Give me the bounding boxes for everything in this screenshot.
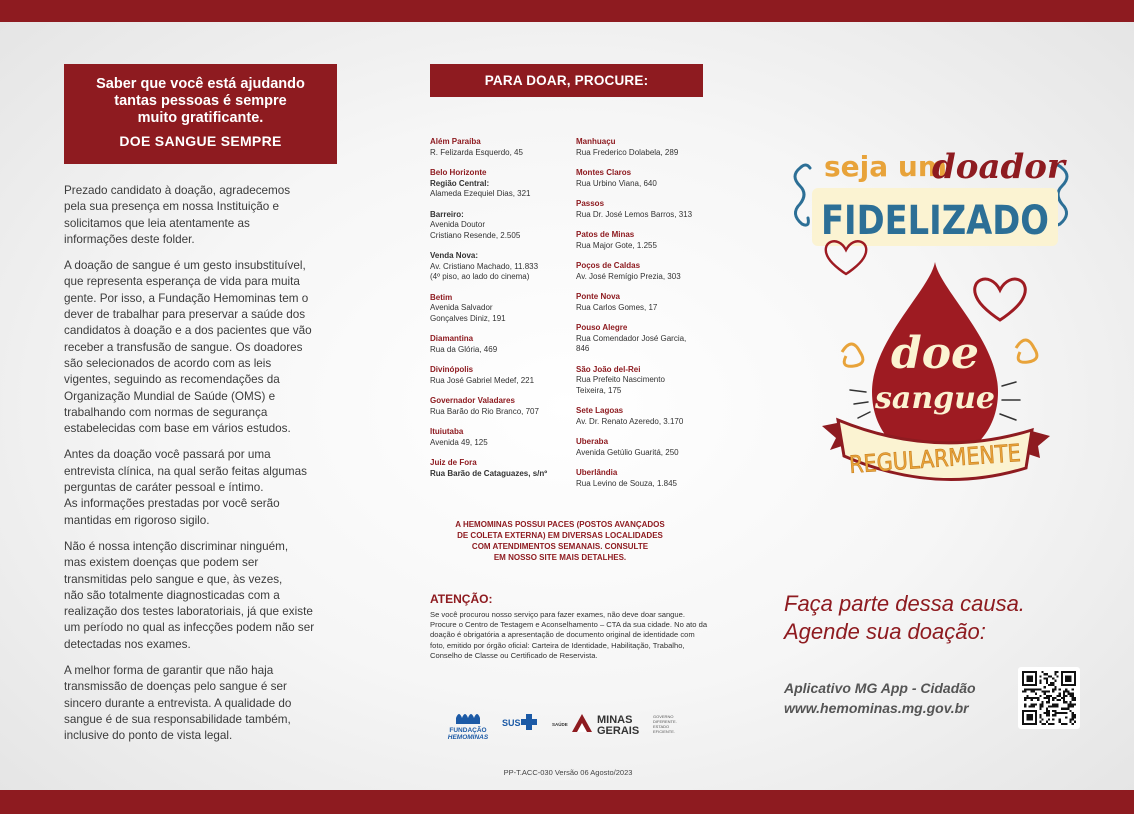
location-item — [576, 365, 716, 397]
location-item — [576, 199, 716, 220]
location-item — [576, 406, 716, 427]
location-city: Poços de Caldas — [576, 261, 641, 270]
location-address: Rua Dr. José Lemos Barros, 313 — [576, 209, 693, 219]
location-city: Juiz de Fora — [430, 458, 477, 467]
location-city: Belo Horizonte — [430, 168, 487, 177]
left-rays-icon — [850, 390, 870, 418]
paragraph-1: Prezado candidato à doação, agradecemos pela sua presença em nossa Instituição e solicitamos que leia atentamente as informações deste folder. — [64, 184, 291, 246]
right-heart-icon — [975, 279, 1026, 320]
location-city: Pouso Alegre — [576, 323, 628, 332]
location-city: Sete Lagoas — [576, 406, 624, 415]
left-swirl-icon — [795, 165, 810, 225]
location-address: Rua Frederico Dolabela, 289 — [576, 147, 679, 157]
doador-text: doador — [932, 147, 1065, 187]
location-item — [576, 261, 716, 282]
atencao-title: ATENÇÃO: — [430, 592, 493, 606]
location-address: Rua da Glória, 469 — [430, 344, 498, 354]
qr-code-icon — [1022, 671, 1076, 725]
bottom-band — [0, 790, 1134, 814]
left-curl-icon — [842, 344, 863, 366]
atencao-text: Se você procurou nosso serviço para fazer exames, não deve doar sangue. Procure o Centro de Testagem e Aconselhamento – CTA da sua cidade. No ato da doação é obrigatória a apresentação de documento original de identidade com foto, emitido por órgão oficial: Carteira de Identidade, Habilitação, Trabalho, Conselho de Classe ou Certificado de Reservista. — [430, 610, 708, 660]
gov-line-2: DIFERENTE. — [653, 719, 677, 724]
location-city: Governador Valadares — [430, 396, 515, 405]
location-item — [430, 251, 570, 283]
location-address: Rua José Gabriel Medef, 221 — [430, 375, 535, 385]
website-link[interactable]: www.hemominas.mg.gov.br — [784, 700, 969, 716]
location-item — [430, 365, 570, 386]
location-address: Avenida Getúlio Guaritá, 250 — [576, 447, 679, 457]
left-text — [64, 183, 344, 755]
location-item — [576, 168, 716, 189]
cause-line-2: Agende sua doação: — [784, 619, 986, 644]
seja-um-text: seja um — [824, 150, 948, 183]
location-city: Manhuaçu — [576, 137, 616, 146]
location-address: Av. Cristiano Machado, 11.833 (4º piso, ao lado do cinema) — [430, 261, 539, 281]
gerais-label: GERAIS — [597, 725, 640, 737]
location-city: Divinópolis — [430, 365, 474, 374]
location-subtitle: Rua Barão de Cataguazes, s/nº — [430, 468, 548, 478]
location-item — [430, 168, 570, 200]
locations-right — [576, 137, 716, 499]
hero-illustration — [780, 130, 1080, 510]
location-city: Diamantina — [430, 334, 474, 343]
location-subtitle: Região Central: — [430, 178, 490, 188]
location-address: Avenida Doutor Cristiano Resende, 2.505 — [430, 220, 521, 240]
location-city: São João del-Rei — [576, 364, 641, 374]
fundacao-hemominas-logo — [448, 714, 489, 741]
sus-logo — [502, 714, 537, 730]
location-item — [576, 292, 716, 313]
location-city: Uberlândia — [576, 468, 618, 477]
location-item — [576, 468, 716, 489]
regularmente-text: REGULARMENTE — [848, 437, 1049, 479]
app-name: Aplicativo MG App - Cidadão — [784, 680, 976, 696]
location-item — [430, 334, 570, 355]
version-code: PP-T.ACC-030 Versão 06 Agosto/2023 — [503, 768, 633, 777]
locations-header: PARA DOAR, PROCURE: — [430, 64, 703, 97]
gov-line-1: GOVERNO — [653, 714, 674, 719]
location-subtitle: Barreiro: — [430, 209, 464, 219]
doe-text: doe — [890, 328, 980, 379]
location-address: Avenida 49, 125 — [430, 437, 488, 447]
locations-left — [430, 137, 570, 489]
location-item — [430, 427, 570, 448]
app-info — [784, 678, 1024, 718]
right-rays-icon — [1000, 382, 1020, 420]
sus-label: SUS — [502, 718, 521, 728]
location-city: Betim — [430, 292, 453, 302]
location-item — [430, 458, 570, 479]
hemominas-figures-icon — [456, 714, 480, 724]
cause-tagline — [784, 590, 1094, 646]
location-item — [576, 437, 716, 458]
left-heart-icon — [826, 241, 866, 274]
cause-line-1: Faça parte dessa causa. — [784, 591, 1025, 616]
location-item — [430, 293, 570, 325]
sangue-text: sangue — [874, 381, 996, 416]
sus-cross-icon — [521, 714, 537, 730]
minas-gerais-logo — [572, 714, 677, 737]
location-city: Uberaba — [576, 437, 609, 446]
location-item — [576, 230, 716, 251]
fundacao-label: FUNDAÇÃO — [449, 727, 487, 734]
location-city: Passos — [576, 199, 605, 208]
top-band — [0, 0, 1134, 22]
paragraph-4: Não é nossa intenção discriminar ninguém, mas existem doenças que podem ser transmitidas pelo sangue e que, às vezes, não são totalmente diagnosticadas com a realização dos testes laboratoriais, já que existe um período no qual as infecções podem não ser detectadas nos exames. — [64, 539, 315, 651]
location-address: Rua Prefeito Nascimento Teixeira, 175 — [576, 375, 665, 395]
intro-line-3: muito gratificante. — [137, 110, 264, 126]
location-address: Rua Carlos Gomes, 17 — [576, 302, 658, 312]
location-city: Ituiutaba — [430, 427, 464, 436]
intro-cta: DOE SANGUE SEMPRE — [119, 133, 282, 149]
location-address: Rua Comendador José Garcia, 846 — [576, 333, 687, 353]
intro-line-1: Saber que você está ajudando — [96, 76, 305, 92]
location-subtitle: Venda Nova: — [430, 251, 479, 260]
saude-label: SAÚDE — [552, 722, 568, 727]
location-address: Rua Barão do Rio Branco, 707 — [430, 406, 539, 416]
location-address: Rua Urbino Viana, 640 — [576, 178, 657, 188]
location-item — [576, 137, 716, 158]
location-city: Além Paraíba — [430, 137, 481, 146]
gov-line-3: ESTADO — [653, 724, 670, 729]
sponsor-logos — [446, 704, 696, 744]
location-item — [430, 396, 570, 417]
location-address: Avenida Salvador Gonçalves Diniz, 191 — [430, 303, 506, 323]
location-item — [430, 210, 570, 242]
paragraph-2: A doação de sangue é um gesto insubstituível, que representa esperança de vida para muita gente. Por isso, a Fundação Hemominas tem o dever de trabalhar para preservar a saúde dos candidatos à doação e a dos pacientes que vão receber a transfusão de sangue. Os doadores são selecionados de acordo com as leis vigentes, seguindo as recomendações da Organização Mundial de Saúde (OMS) e trabalhando com normas de segurança estabelecidas com base em vários estudos. — [64, 259, 312, 436]
location-city: Patos de Minas — [576, 230, 635, 239]
location-address: Rua Levino de Souza, 1.845 — [576, 478, 677, 488]
location-address: Alameda Ezequiel Dias, 321 — [430, 189, 531, 198]
right-curl-icon — [1016, 340, 1037, 362]
gov-line-4: EFICIENTE. — [653, 729, 676, 734]
fidelizado-text: FIDELIZADO — [821, 198, 1049, 244]
location-address: R. Felizarda Esquerdo, 45 — [430, 147, 523, 157]
location-item — [576, 323, 716, 355]
location-city: Ponte Nova — [576, 292, 621, 301]
location-city: Montes Claros — [576, 168, 632, 177]
minas-label: MINAS — [597, 714, 633, 726]
paces-notice: A HEMOMINAS POSSUI PACES (POSTOS AVANÇADOS DE COLETA EXTERNA) EM DIVERSAS LOCALIDADES COM ATENDIMENTOS SEMANAIS. CONSULTE EM NOSSO SITE MAIS DETALHES. — [455, 520, 665, 562]
paragraph-3: Antes da doação você passará por uma entrevista clínica, na qual serão feitas algumas perguntas de caráter pessoal e íntimo. As informações prestadas por você serão mantidas em rigoroso sigilo. — [64, 448, 307, 527]
qr-code[interactable] — [1018, 667, 1080, 729]
location-address: Av. Dr. Renato Azeredo, 3.170 — [576, 416, 684, 426]
location-address: Av. José Remígio Prezia, 303 — [576, 271, 681, 281]
intro-line-2: tantas pessoas é sempre — [114, 93, 287, 109]
location-item — [430, 137, 570, 158]
location-address: Rua Major Gote, 1.255 — [576, 240, 657, 250]
intro-box — [64, 64, 337, 164]
hemominas-label: HEMOMINAS — [447, 734, 489, 741]
paragraph-5: A melhor forma de garantir que não haja transmissão de doenças pelo sangue é ser sincero durante a entrevista. A qualidade do sangue é de sua responsabilidade também, inclusive do ponto de vista legal. — [64, 664, 292, 743]
